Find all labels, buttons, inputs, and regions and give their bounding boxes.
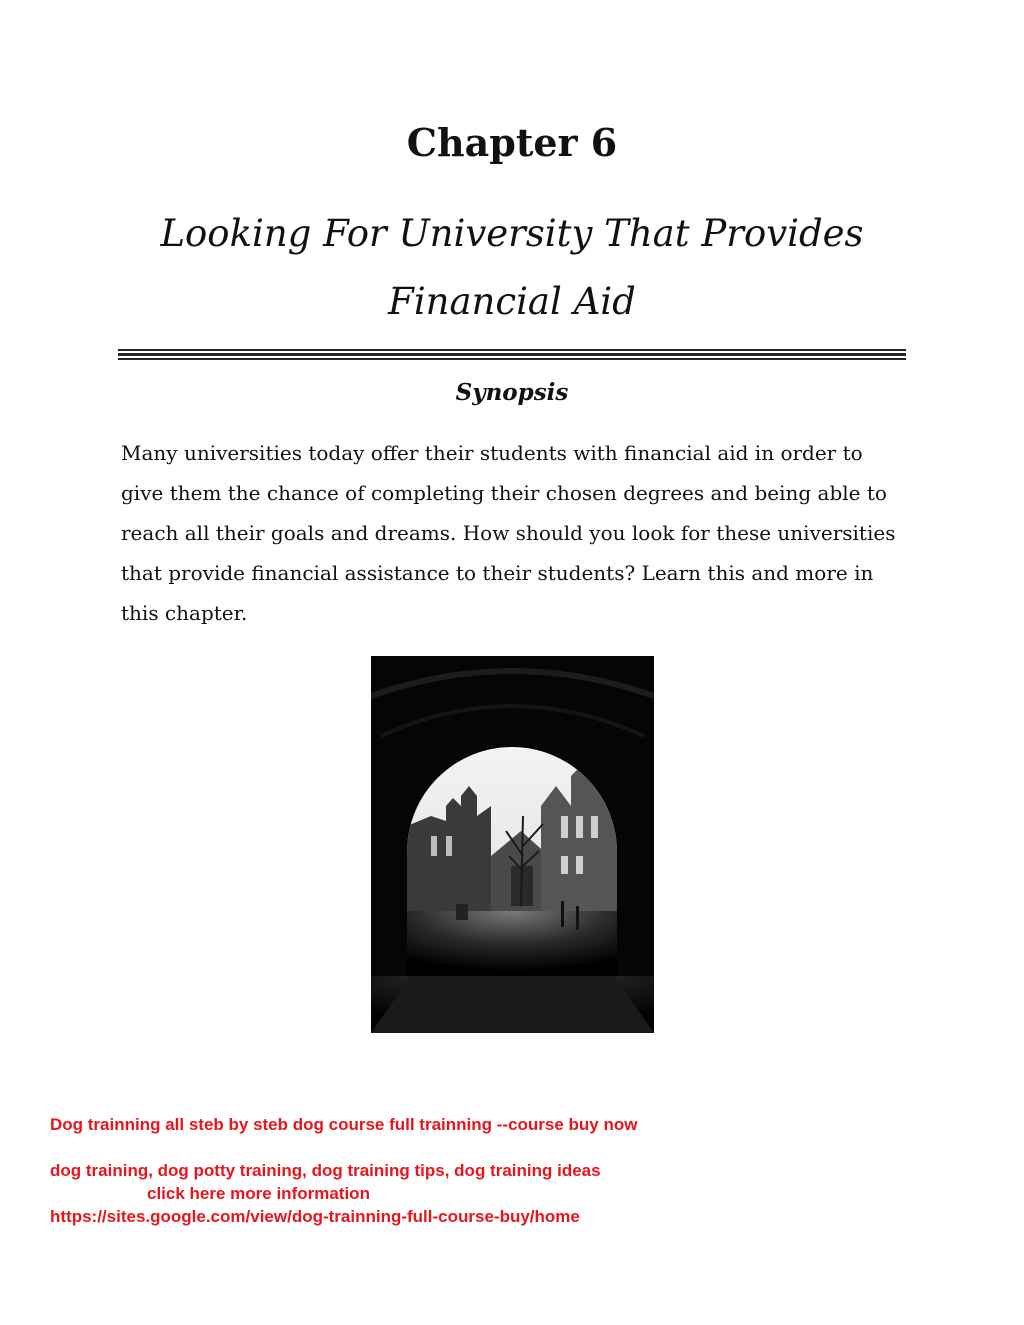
university-archway-photo (371, 656, 654, 1033)
promo-click-here[interactable]: click here more information (147, 1184, 370, 1203)
synopsis-line: give them the chance of completing their chosen degrees and being able to (121, 481, 887, 505)
synopsis-line: this chapter. (121, 601, 248, 625)
chapter-heading: Chapter 6 (406, 120, 618, 165)
promo-url-link[interactable]: https://sites.google.com/view/dog-trainning-full-course-buy/home (50, 1207, 580, 1226)
promo-line-2[interactable]: dog training, dog potty training, dog training tips, dog training ideas (50, 1161, 601, 1180)
chapter-title (100, 200, 924, 336)
triple-divider (118, 349, 906, 360)
synopsis-heading: Synopsis (455, 379, 569, 406)
chapter-title-line-1: Looking For University That Provides (160, 212, 864, 255)
synopsis-line: Many universities today offer their students with financial aid in order to (121, 441, 863, 465)
synopsis-line: that provide financial assistance to their students? Learn this and more in (121, 561, 874, 585)
synopsis-paragraph (121, 433, 911, 633)
chapter-title-line-2: Financial Aid (388, 280, 636, 323)
promo-line-1[interactable]: Dog trainning all steb by steb dog course full trainning --course buy now (50, 1115, 638, 1134)
synopsis-line: reach all their goals and dreams. How should you look for these universities (121, 521, 896, 545)
